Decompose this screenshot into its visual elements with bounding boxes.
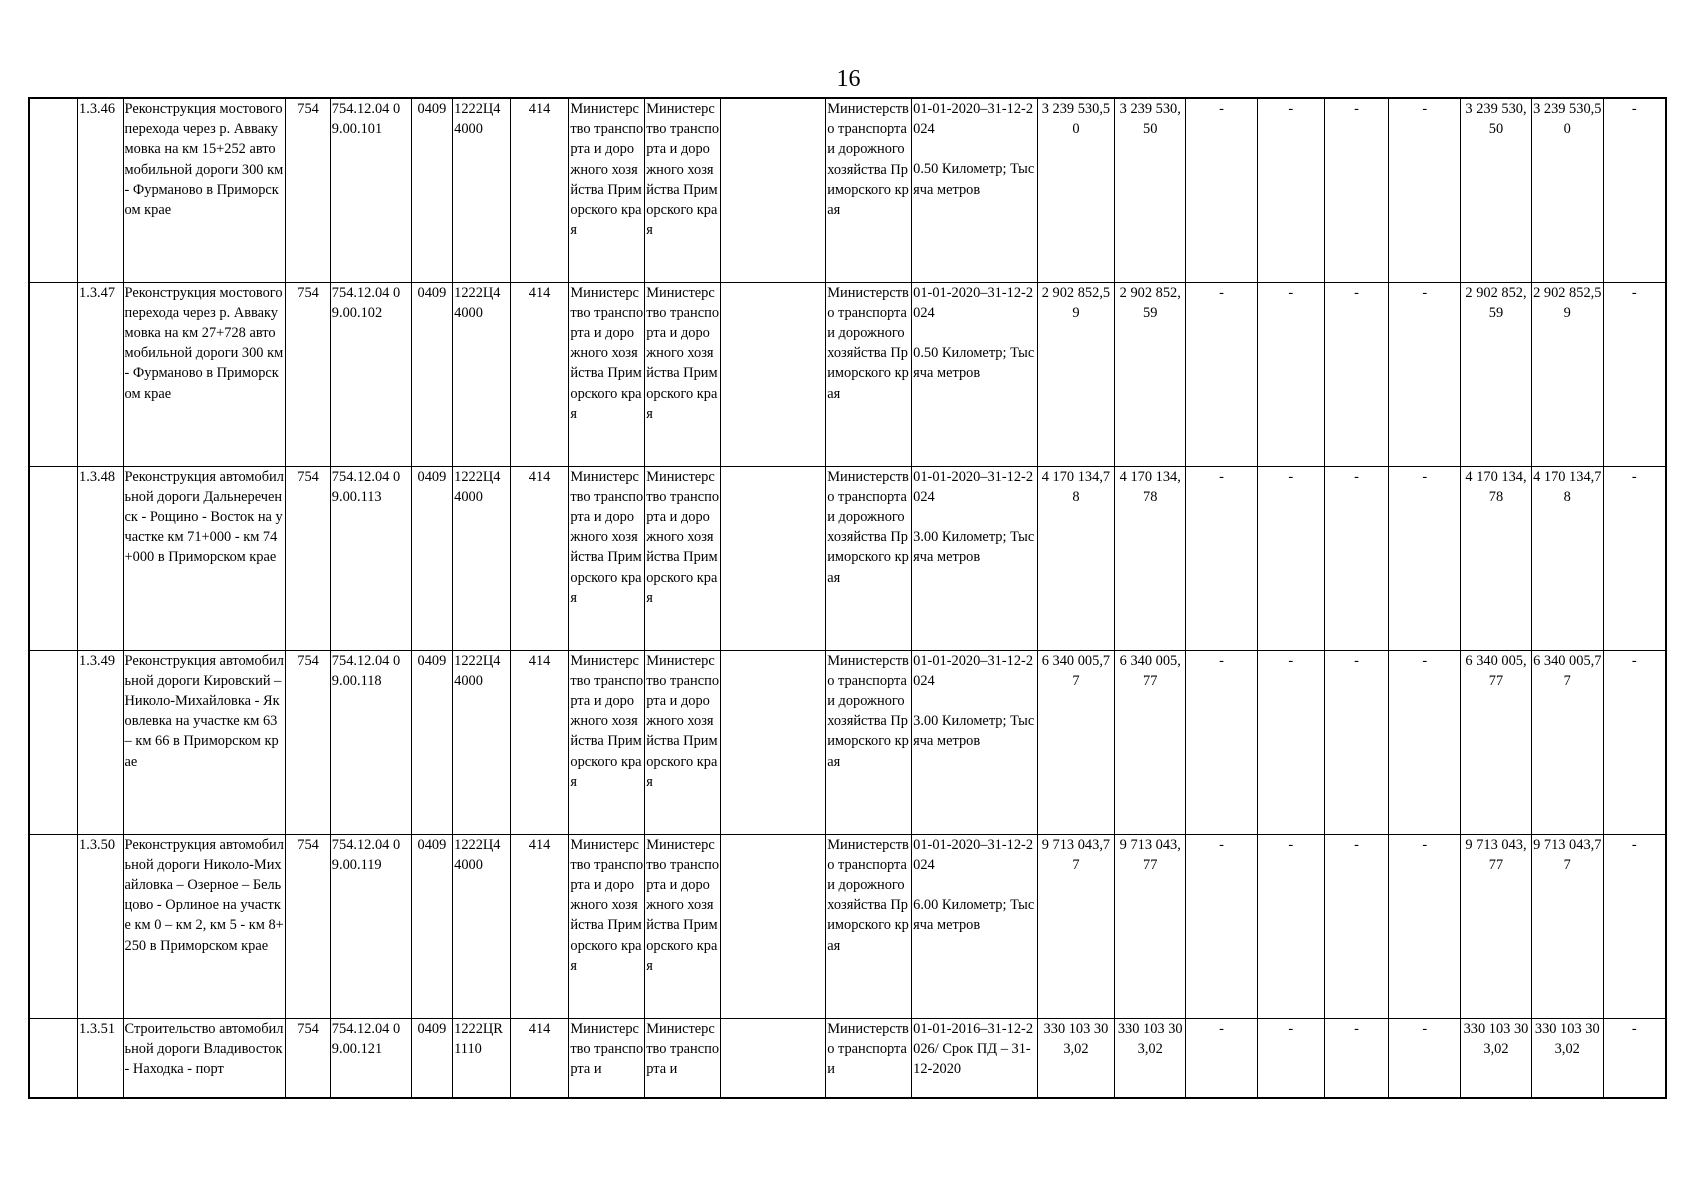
year-3-amount: - (1324, 98, 1389, 282)
total-financing: 2 902 852,59 (1115, 282, 1186, 466)
period-dates: 01-01-2016–31-12-2026/ Срок ПД – 31-12-2020 (913, 1020, 1034, 1077)
estimated-cost: 330 103 303,02 (1037, 1018, 1115, 1098)
row-number: 1.3.47 (78, 282, 124, 466)
object-name: Реконструкция автомобильной дороги Кировский – Николо-Михайловка - Яковлевка на участке км 63 – км 66 в Приморском крае (123, 650, 286, 834)
year-5-amount: 2 902 852,59 (1461, 282, 1532, 466)
total-financing: 4 170 134,78 (1115, 466, 1186, 650)
grbs-code: 754 (286, 98, 330, 282)
blank-cell (29, 1018, 78, 1098)
target-article: 1222ЦR 1110 (453, 1018, 511, 1098)
object-code: 754.12.04 09.00.119 (330, 834, 411, 1018)
customer-main: Министерство транспорта и (569, 1018, 645, 1098)
period-capacity (912, 1018, 1037, 1098)
year-3-amount: - (1324, 834, 1389, 1018)
year-3-amount: - (1324, 282, 1389, 466)
customer-developer: Министерство транспорта и дорожного хозяйства Приморского края (645, 282, 721, 466)
year-3-amount: - (1324, 466, 1389, 650)
target-article: 1222Ц4 4000 (453, 466, 511, 650)
year-2-amount: - (1257, 650, 1324, 834)
year-4-amount: - (1389, 834, 1461, 1018)
object-name: Реконструкция мостового перехода через р. Аввакумовка на км 27+728 автомобильной дороги 300 км - Фурманово в Приморском крае (123, 282, 286, 466)
year-1-amount: - (1186, 282, 1258, 466)
table-row (29, 834, 1666, 1018)
empty-cell (721, 466, 826, 650)
total-financing: 6 340 005,77 (1115, 650, 1186, 834)
year-7-amount: - (1603, 282, 1666, 466)
expense-type: 414 (510, 834, 569, 1018)
year-6-amount: 2 902 852,59 (1531, 282, 1603, 466)
capacity-unit: 6.00 Километр; Тысяча метров (913, 896, 1035, 934)
blank-cell (29, 282, 78, 466)
period-capacity (912, 834, 1037, 1018)
blank-cell (29, 466, 78, 650)
year-7-amount: - (1603, 1018, 1666, 1098)
object-name: Реконструкция автомобильной дороги Дальнереченск - Рощино - Восток на участке км 71+000 - км 74+000 в Приморском крае (123, 466, 286, 650)
empty-cell (721, 282, 826, 466)
period-capacity (912, 282, 1037, 466)
customer-developer: Министерство транспорта и дорожного хозяйства Приморского края (645, 834, 721, 1018)
table-row (29, 98, 1666, 282)
section-code: 0409 (411, 466, 452, 650)
target-article: 1222Ц4 4000 (453, 98, 511, 282)
table-row (29, 282, 1666, 466)
customer-main: Министерство транспорта и дорожного хозяйства Приморского края (569, 98, 645, 282)
blank-cell (29, 98, 78, 282)
grbs-code: 754 (286, 282, 330, 466)
row-number: 1.3.50 (78, 834, 124, 1018)
object-code: 754.12.04 09.00.113 (330, 466, 411, 650)
object-code: 754.12.04 09.00.102 (330, 282, 411, 466)
table-row (29, 1018, 1666, 1098)
responsible-body: Министерство транспорта и дорожного хозяйства Приморского края (826, 834, 912, 1018)
capacity-unit: 0.50 Километр; Тысяча метров (913, 161, 1035, 198)
year-7-amount: - (1603, 466, 1666, 650)
year-6-amount: 9 713 043,77 (1531, 834, 1603, 1018)
period-dates: 01-01-2020–31-12-2024 (913, 836, 1034, 873)
year-5-amount: 9 713 043,77 (1461, 834, 1532, 1018)
program-table (28, 97, 1667, 1099)
period-dates: 01-01-2020–31-12-2024 (913, 468, 1034, 505)
customer-main: Министерство транспорта и дорожного хозяйства Приморского края (569, 834, 645, 1018)
responsible-body: Министерство транспорта и дорожного хозяйства Приморского края (826, 282, 912, 466)
row-number: 1.3.51 (78, 1018, 124, 1098)
year-6-amount: 330 103 303,02 (1531, 1018, 1603, 1098)
customer-main: Министерство транспорта и дорожного хозяйства Приморского края (569, 282, 645, 466)
row-number: 1.3.49 (78, 650, 124, 834)
year-7-amount: - (1603, 834, 1666, 1018)
period-capacity (912, 98, 1037, 282)
year-6-amount: 4 170 134,78 (1531, 466, 1603, 650)
period-dates: 01-01-2020–31-12-2024 (913, 101, 1034, 138)
target-article: 1222Ц4 4000 (453, 834, 511, 1018)
table-row (29, 650, 1666, 834)
table-body (29, 98, 1666, 1098)
target-article: 1222Ц4 4000 (453, 650, 511, 834)
customer-developer: Министерство транспорта и дорожного хозяйства Приморского края (645, 466, 721, 650)
expense-type: 414 (510, 282, 569, 466)
grbs-code: 754 (286, 834, 330, 1018)
object-name: Строительство автомобильной дороги Владивосток - Находка - порт (123, 1018, 286, 1098)
period-dates: 01-01-2020–31-12-2024 (913, 284, 1034, 321)
year-4-amount: - (1389, 98, 1461, 282)
section-code: 0409 (411, 98, 452, 282)
year-2-amount: - (1257, 98, 1324, 282)
customer-main: Министерство транспорта и дорожного хозяйства Приморского края (569, 466, 645, 650)
capacity-unit: 3.00 Километр; Тысяча метров (913, 528, 1035, 566)
estimated-cost: 9 713 043,77 (1037, 834, 1115, 1018)
row-number: 1.3.46 (78, 98, 124, 282)
object-name: Реконструкция автомобильной дороги Николо-Михайловка – Озерное – Бельцово - Орлиное на участке км 0 – км 2, км 5 - км 8+250 в Приморском крае (123, 834, 286, 1018)
grbs-code: 754 (286, 650, 330, 834)
section-code: 0409 (411, 282, 452, 466)
responsible-body: Министерство транспорта и дорожного хозяйства Приморского края (826, 650, 912, 834)
responsible-body: Министерство транспорта и дорожного хозяйства Приморского края (826, 98, 912, 282)
expense-type: 414 (510, 98, 569, 282)
period-capacity (912, 650, 1037, 834)
total-financing: 3 239 530,50 (1115, 98, 1186, 282)
year-1-amount: - (1186, 834, 1258, 1018)
row-number: 1.3.48 (78, 466, 124, 650)
section-code: 0409 (411, 650, 452, 834)
year-1-amount: - (1186, 466, 1258, 650)
empty-cell (721, 1018, 826, 1098)
object-code: 754.12.04 09.00.101 (330, 98, 411, 282)
year-5-amount: 330 103 303,02 (1461, 1018, 1532, 1098)
page-number: 16 (836, 66, 861, 92)
customer-main: Министерство транспорта и дорожного хозяйства Приморского края (569, 650, 645, 834)
blank-cell (29, 834, 78, 1018)
responsible-body: Министерство транспорта и (826, 1018, 912, 1098)
expense-type: 414 (510, 466, 569, 650)
year-6-amount: 3 239 530,50 (1531, 98, 1603, 282)
period-dates: 01-01-2020–31-12-2024 (913, 652, 1034, 689)
year-4-amount: - (1389, 466, 1461, 650)
year-1-amount: - (1186, 1018, 1258, 1098)
grbs-code: 754 (286, 1018, 330, 1098)
table-row (29, 466, 1666, 650)
empty-cell (721, 98, 826, 282)
year-3-amount: - (1324, 1018, 1389, 1098)
year-4-amount: - (1389, 1018, 1461, 1098)
year-5-amount: 6 340 005,77 (1461, 650, 1532, 834)
year-2-amount: - (1257, 1018, 1324, 1098)
grbs-code: 754 (286, 466, 330, 650)
year-2-amount: - (1257, 466, 1324, 650)
section-code: 0409 (411, 834, 452, 1018)
year-4-amount: - (1389, 650, 1461, 834)
estimated-cost: 2 902 852,59 (1037, 282, 1115, 466)
year-3-amount: - (1324, 650, 1389, 834)
total-financing: 9 713 043,77 (1115, 834, 1186, 1018)
year-4-amount: - (1389, 282, 1461, 466)
section-code: 0409 (411, 1018, 452, 1098)
year-1-amount: - (1186, 650, 1258, 834)
year-2-amount: - (1257, 834, 1324, 1018)
object-code: 754.12.04 09.00.121 (330, 1018, 411, 1098)
customer-developer: Министерство транспорта и (645, 1018, 721, 1098)
year-6-amount: 6 340 005,77 (1531, 650, 1603, 834)
year-7-amount: - (1603, 98, 1666, 282)
empty-cell (721, 834, 826, 1018)
year-7-amount: - (1603, 650, 1666, 834)
period-capacity (912, 466, 1037, 650)
empty-cell (721, 650, 826, 834)
blank-cell (29, 650, 78, 834)
year-5-amount: 3 239 530,50 (1461, 98, 1532, 282)
object-code: 754.12.04 09.00.118 (330, 650, 411, 834)
year-1-amount: - (1186, 98, 1258, 282)
estimated-cost: 6 340 005,77 (1037, 650, 1115, 834)
capacity-unit: 3.00 Километр; Тысяча метров (913, 712, 1035, 750)
year-5-amount: 4 170 134,78 (1461, 466, 1532, 650)
estimated-cost: 3 239 530,50 (1037, 98, 1115, 282)
customer-developer: Министерство транспорта и дорожного хозяйства Приморского края (645, 98, 721, 282)
year-2-amount: - (1257, 282, 1324, 466)
capacity-unit: 0.50 Километр; Тысяча метров (913, 344, 1035, 382)
expense-type: 414 (510, 650, 569, 834)
target-article: 1222Ц4 4000 (453, 282, 511, 466)
object-name: Реконструкция мостового перехода через р. Аввакумовка на км 15+252 автомобильной дороги 300 км - Фурманово в Приморском крае (123, 98, 286, 282)
estimated-cost: 4 170 134,78 (1037, 466, 1115, 650)
customer-developer: Министерство транспорта и дорожного хозяйства Приморского края (645, 650, 721, 834)
responsible-body: Министерство транспорта и дорожного хозяйства Приморского края (826, 466, 912, 650)
expense-type: 414 (510, 1018, 569, 1098)
total-financing: 330 103 303,02 (1115, 1018, 1186, 1098)
